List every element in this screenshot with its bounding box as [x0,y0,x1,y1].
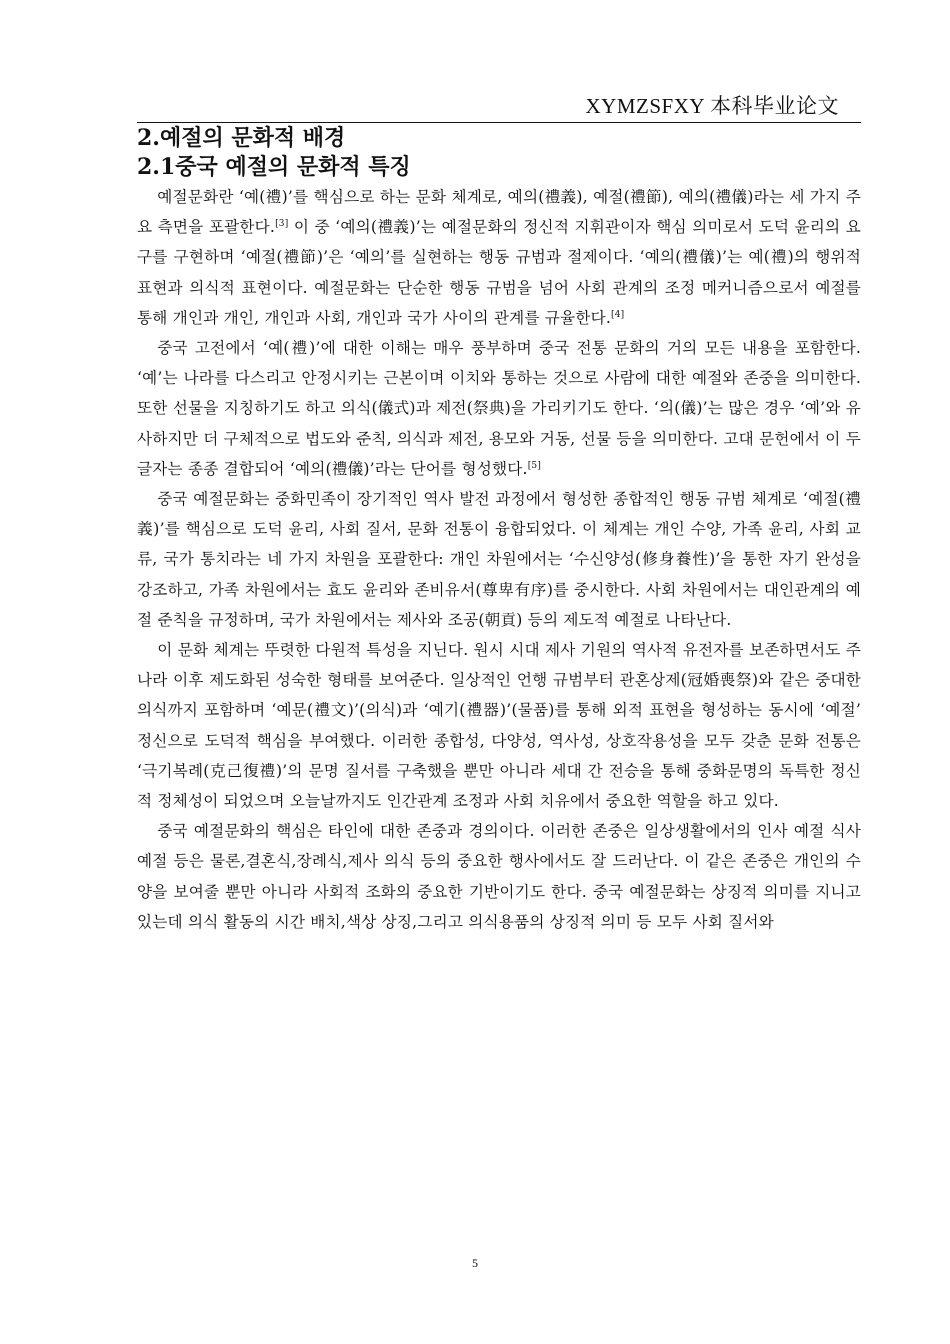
paragraph [137,484,861,635]
document-page [137,92,861,937]
citation-ref: [4] [611,309,625,320]
section-heading: 2.예절의 문화적 배경 [137,125,346,151]
paragraph [137,816,861,937]
paragraph [137,333,861,484]
citation-ref: [3] [275,219,289,230]
paragraph-text: 중국 예절문화는 중화민족이 장기적인 역사 발전 과정에서 형성한 종합적인 행동 규범 체계로 ‘예절(禮義)’를 핵심으로 도덕 윤리, 사회 질서, 문화 전통이 융합되었다. 이 체계는 개인 수양, 가족 윤리, 사회 교류, 국가 통치라는 네 가지 차원을 포괄한다: 개인 차원에서는 ‘수신양성(修身養性)’을 통한 자기 완성을 강조하고, 가족 차원에서는 효도 윤리와 존비유서(尊卑有序)를 중시한다. 사회 차원에서는 대인관계의 예절 준칙을 규정하며, 국가 차원에서는 제사와 조공(朝貢) 등의 제도적 예절로 나타난다. [137,490,861,629]
running-header: XYMZSFXY 本科毕业论文 [585,94,839,118]
paragraph-text: 이 문화 체계는 뚜렷한 다원적 특성을 지닌다. 원시 시대 제사 기원의 역사적 유전자를 보존하면서도 주나라 이후 제도화된 성숙한 형태를 보여준다. 일상적인 언행 규범부터 관혼상제(冠婚喪祭)와 같은 중대한 의식까지 포함하며 ‘예문(禮文)’(의식)과 ‘예기(禮器)’(물품)를 통해 외적 표현을 형성하는 동시에 ‘예절’ 정신으로 도덕적 핵심을 부여했다. 이러한 종합성, 다양성, 역사성, 상호작용성을 모두 갖춘 문화 전통은 ‘극기복례(克己復禮)’의 문명 질서를 구축했을 뿐만 아니라 세대 간 전승을 통해 중화문명의 독특한 정신적 정체성이 되었으며 오늘날까지도 인간관계 조정과 사회 치유에서 중요한 역할을 하고 있다. [137,641,861,811]
paragraph-text: 중국 고전에서 ‘예(禮)’에 대한 이해는 매우 풍부하며 중국 전통 문화의 거의 모든 내용을 포함한다. ‘예’는 나라를 다스리고 안정시키는 근본이며 이치와 통하는 것으로 사람에 대한 예절와 존중을 의미한다. 또한 선물을 지칭하기도 하고 의식(儀式)과 제전(祭典)을 가리키기도 한다. ‘의(儀)’는 많은 경우 ‘예’와 유사하지만 더 구체적으로 법도와 준칙, 의식과 제전, 용모와 거동, 선물 등을 의미한다. 고대 문헌에서 이 두 글자는 종종 결합되어 ‘예의(禮儀)’라는 단어를 형성했다. [137,339,861,478]
subsection-heading: 2.1중국 예절의 문화적 특징 [137,154,411,180]
paragraph-text: 이 중 ‘예의(禮義)’는 예절문화의 정신적 지휘관이자 핵심 의미로서 도덕 윤리의 요구를 구현하며 ‘예절(禮節)’은 ‘예의’를 실현하는 행동 규범과 절제이다. ‘예의(禮儀)’는 예(禮)의 행위적 표현과 의식적 표현이다. 예절문화는 단순한 행동 규범을 넘어 사회 관계의 조정 메커니즘으로서 예절를 통해 개인과 개인, 개인과 사회, 개인과 국가 사이의 관계를 규율한다. [137,218,861,327]
paragraph [137,635,861,816]
page-number: 5 [472,1256,478,1270]
paragraph-text: 예절문화란 ‘예(禮)’를 핵심으로 하는 문화 체계로, 예의(禮義), 예절(禮節), 예의(禮儀)라는 세 가지 주요 측면을 포괄한다. [137,188,861,237]
header-rule [137,122,861,123]
citation-ref: [5] [527,460,542,471]
paragraph [137,182,861,333]
paragraph-text: 중국 예절문화의 핵심은 타인에 대한 존중과 경의이다. 이러한 존중은 일상생활에서의 인사 예절 식사 예절 등은 물론,결혼식,장례식,제사 의식 등의 중요한 행사에서도 잘 드러난다. 이 같은 존중은 개인의 수양을 보여줄 뿐만 아니라 사회적 조화의 중요한 기반이기도 한다. 중국 예절문화는 상징적 의미를 지니고 있는데 의식 활동의 시간 배치,색상 상징,그리고 의식용품의 상징적 의미 등 모두 사회 질서와 [137,822,861,931]
